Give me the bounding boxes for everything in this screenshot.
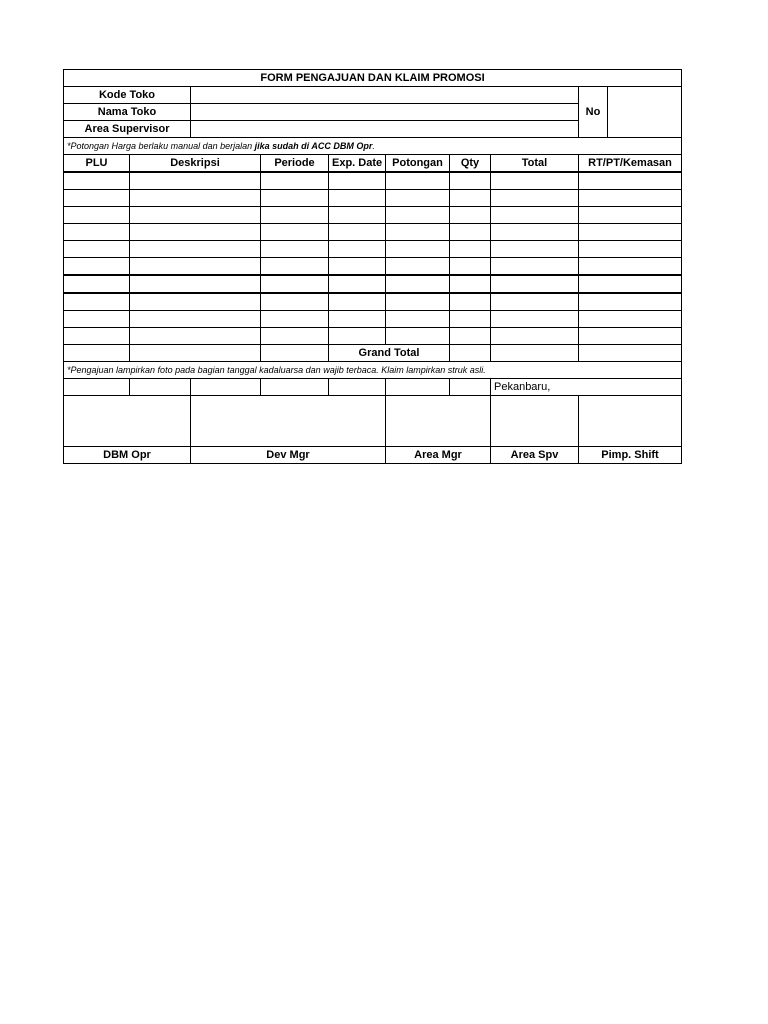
kode-toko-field[interactable] xyxy=(191,87,579,104)
table-cell[interactable] xyxy=(386,258,450,276)
table-cell[interactable] xyxy=(386,241,450,258)
table-cell[interactable] xyxy=(329,207,386,224)
table-cell[interactable] xyxy=(491,328,579,345)
table-cell[interactable] xyxy=(579,241,682,258)
area-supervisor-label: Area Supervisor xyxy=(64,121,191,138)
table-row xyxy=(64,224,682,241)
table-row xyxy=(64,241,682,258)
table-cell xyxy=(261,379,329,396)
table-cell xyxy=(64,379,130,396)
table-cell[interactable] xyxy=(450,328,491,345)
table-cell[interactable] xyxy=(130,275,261,293)
table-row xyxy=(64,328,682,345)
table-cell[interactable] xyxy=(491,241,579,258)
table-row xyxy=(64,293,682,311)
table-cell[interactable] xyxy=(261,241,329,258)
table-cell[interactable] xyxy=(579,190,682,207)
signature-box-dbm-opr[interactable] xyxy=(64,396,191,447)
table-cell[interactable] xyxy=(579,207,682,224)
col-header-periode: Periode xyxy=(261,155,329,173)
signature-box-pimp-shift[interactable] xyxy=(579,396,682,447)
table-cell[interactable] xyxy=(329,328,386,345)
table-cell[interactable] xyxy=(386,207,450,224)
title-row xyxy=(64,70,682,87)
table-cell[interactable] xyxy=(579,172,682,190)
table-cell[interactable] xyxy=(329,311,386,328)
grand-total-label: Grand Total xyxy=(329,345,450,362)
table-cell[interactable] xyxy=(130,190,261,207)
table-cell[interactable] xyxy=(386,224,450,241)
area-supervisor-field[interactable] xyxy=(191,121,579,138)
signature-box-dev-mgr[interactable] xyxy=(191,396,386,447)
table-cell[interactable] xyxy=(450,311,491,328)
table-cell[interactable] xyxy=(130,311,261,328)
col-header-total: Total xyxy=(491,155,579,173)
table-cell[interactable] xyxy=(329,190,386,207)
note-suffix: . xyxy=(372,141,375,151)
table-cell[interactable] xyxy=(386,311,450,328)
table-row xyxy=(64,311,682,328)
table-cell[interactable] xyxy=(64,293,130,311)
table-cell xyxy=(130,379,191,396)
signature-label-dbm-opr: DBM Opr xyxy=(64,447,191,464)
table-cell[interactable] xyxy=(491,275,579,293)
signature-label-area-spv: Area Spv xyxy=(491,447,579,464)
col-header-potongan: Potongan xyxy=(386,155,450,173)
attachment-note: *Pengajuan lampirkan foto pada bagian tanggal kadaluarsa dan wajib terbaca. Klaim lampirkan struk asli. xyxy=(64,362,682,379)
table-cell[interactable] xyxy=(450,241,491,258)
col-header-rt-pt-kemasan: RT/PT/Kemasan xyxy=(579,155,682,173)
table-cell[interactable] xyxy=(579,311,682,328)
table-cell[interactable] xyxy=(130,345,261,362)
table-cell[interactable] xyxy=(130,224,261,241)
table-cell[interactable] xyxy=(579,345,682,362)
table-cell xyxy=(450,379,491,396)
signature-box-area-spv[interactable] xyxy=(491,396,579,447)
form-title: FORM PENGAJUAN DAN KLAIM PROMOSI xyxy=(64,70,682,87)
table-cell[interactable] xyxy=(491,190,579,207)
table-cell[interactable] xyxy=(261,293,329,311)
table-cell[interactable] xyxy=(64,258,130,276)
table-cell[interactable] xyxy=(261,207,329,224)
table-cell[interactable] xyxy=(386,293,450,311)
table-cell[interactable] xyxy=(130,207,261,224)
table-cell[interactable] xyxy=(329,275,386,293)
table-row xyxy=(64,258,682,276)
signature-label-pimp-shift: Pimp. Shift xyxy=(579,447,682,464)
col-header-deskripsi: Deskripsi xyxy=(130,155,261,173)
col-header-exp-date: Exp. Date xyxy=(329,155,386,173)
table-cell[interactable] xyxy=(64,345,130,362)
nama-toko-label: Nama Toko xyxy=(64,104,191,121)
table-cell[interactable] xyxy=(491,224,579,241)
table-cell[interactable] xyxy=(579,293,682,311)
table-cell[interactable] xyxy=(64,275,130,293)
place-date[interactable]: Pekanbaru, xyxy=(491,379,579,396)
table-cell xyxy=(579,379,682,396)
signature-label-dev-mgr: Dev Mgr xyxy=(191,447,386,464)
table-cell[interactable] xyxy=(329,293,386,311)
table-cell[interactable] xyxy=(579,224,682,241)
table-cell[interactable] xyxy=(386,275,450,293)
table-cell[interactable] xyxy=(579,258,682,276)
table-cell[interactable] xyxy=(579,328,682,345)
table-cell[interactable] xyxy=(450,224,491,241)
table-cell[interactable] xyxy=(64,311,130,328)
signature-label-area-mgr: Area Mgr xyxy=(386,447,491,464)
col-header-plu: PLU xyxy=(64,155,130,173)
table-cell[interactable] xyxy=(450,172,491,190)
column-header-row xyxy=(64,155,682,173)
table-cell[interactable] xyxy=(64,172,130,190)
table-cell[interactable] xyxy=(130,328,261,345)
table-cell[interactable] xyxy=(386,172,450,190)
table-cell[interactable] xyxy=(261,172,329,190)
table-cell[interactable] xyxy=(450,207,491,224)
note-row-2 xyxy=(64,362,682,379)
table-cell xyxy=(191,379,261,396)
table-cell[interactable] xyxy=(450,345,491,362)
note-prefix: *Potongan Harga berlaku manual dan berjalan xyxy=(67,141,255,151)
table-cell[interactable] xyxy=(329,172,386,190)
table-cell[interactable] xyxy=(261,258,329,276)
kode-toko-label: Kode Toko xyxy=(64,87,191,104)
price-cut-note xyxy=(64,138,682,155)
table-cell[interactable] xyxy=(491,172,579,190)
table-cell[interactable] xyxy=(491,207,579,224)
promo-claim-form xyxy=(63,69,682,464)
table-cell[interactable] xyxy=(329,258,386,276)
table-cell[interactable] xyxy=(386,328,450,345)
table-cell[interactable] xyxy=(64,328,130,345)
place-date-row xyxy=(64,379,682,396)
nama-toko-field[interactable] xyxy=(191,104,579,121)
item-rows xyxy=(64,172,682,345)
table-cell[interactable] xyxy=(579,275,682,293)
table-cell[interactable] xyxy=(130,258,261,276)
table-cell[interactable] xyxy=(130,293,261,311)
signature-label-row xyxy=(64,447,682,464)
table-cell[interactable] xyxy=(261,224,329,241)
table-cell[interactable] xyxy=(64,241,130,258)
table-cell xyxy=(329,379,386,396)
no-field[interactable] xyxy=(608,87,682,138)
no-label: No xyxy=(579,87,608,138)
header-row-kode-toko xyxy=(64,87,682,104)
grand-total-value[interactable] xyxy=(491,345,579,362)
table-row xyxy=(64,172,682,190)
table-cell[interactable] xyxy=(261,275,329,293)
table-cell[interactable] xyxy=(130,241,261,258)
table-cell[interactable] xyxy=(450,258,491,276)
table-cell[interactable] xyxy=(261,345,329,362)
table-cell[interactable] xyxy=(491,311,579,328)
table-cell[interactable] xyxy=(261,328,329,345)
grand-total-row xyxy=(64,345,682,362)
table-cell[interactable] xyxy=(64,224,130,241)
note-bold: jika sudah di ACC DBM Opr xyxy=(254,141,373,151)
table-cell[interactable] xyxy=(450,275,491,293)
note-row-1 xyxy=(64,138,682,155)
table-row xyxy=(64,207,682,224)
table-cell[interactable] xyxy=(329,224,386,241)
signature-box-area-mgr[interactable] xyxy=(386,396,491,447)
table-row xyxy=(64,190,682,207)
table-cell[interactable] xyxy=(64,190,130,207)
table-cell[interactable] xyxy=(386,190,450,207)
table-cell[interactable] xyxy=(491,293,579,311)
table-cell[interactable] xyxy=(491,258,579,276)
table-cell[interactable] xyxy=(261,190,329,207)
signature-space-row xyxy=(64,396,682,447)
table-cell xyxy=(386,379,450,396)
table-cell[interactable] xyxy=(130,172,261,190)
col-header-qty: Qty xyxy=(450,155,491,173)
table-cell[interactable] xyxy=(450,190,491,207)
table-cell[interactable] xyxy=(64,207,130,224)
table-cell[interactable] xyxy=(261,311,329,328)
table-cell[interactable] xyxy=(329,241,386,258)
table-cell[interactable] xyxy=(450,293,491,311)
table-row xyxy=(64,275,682,293)
